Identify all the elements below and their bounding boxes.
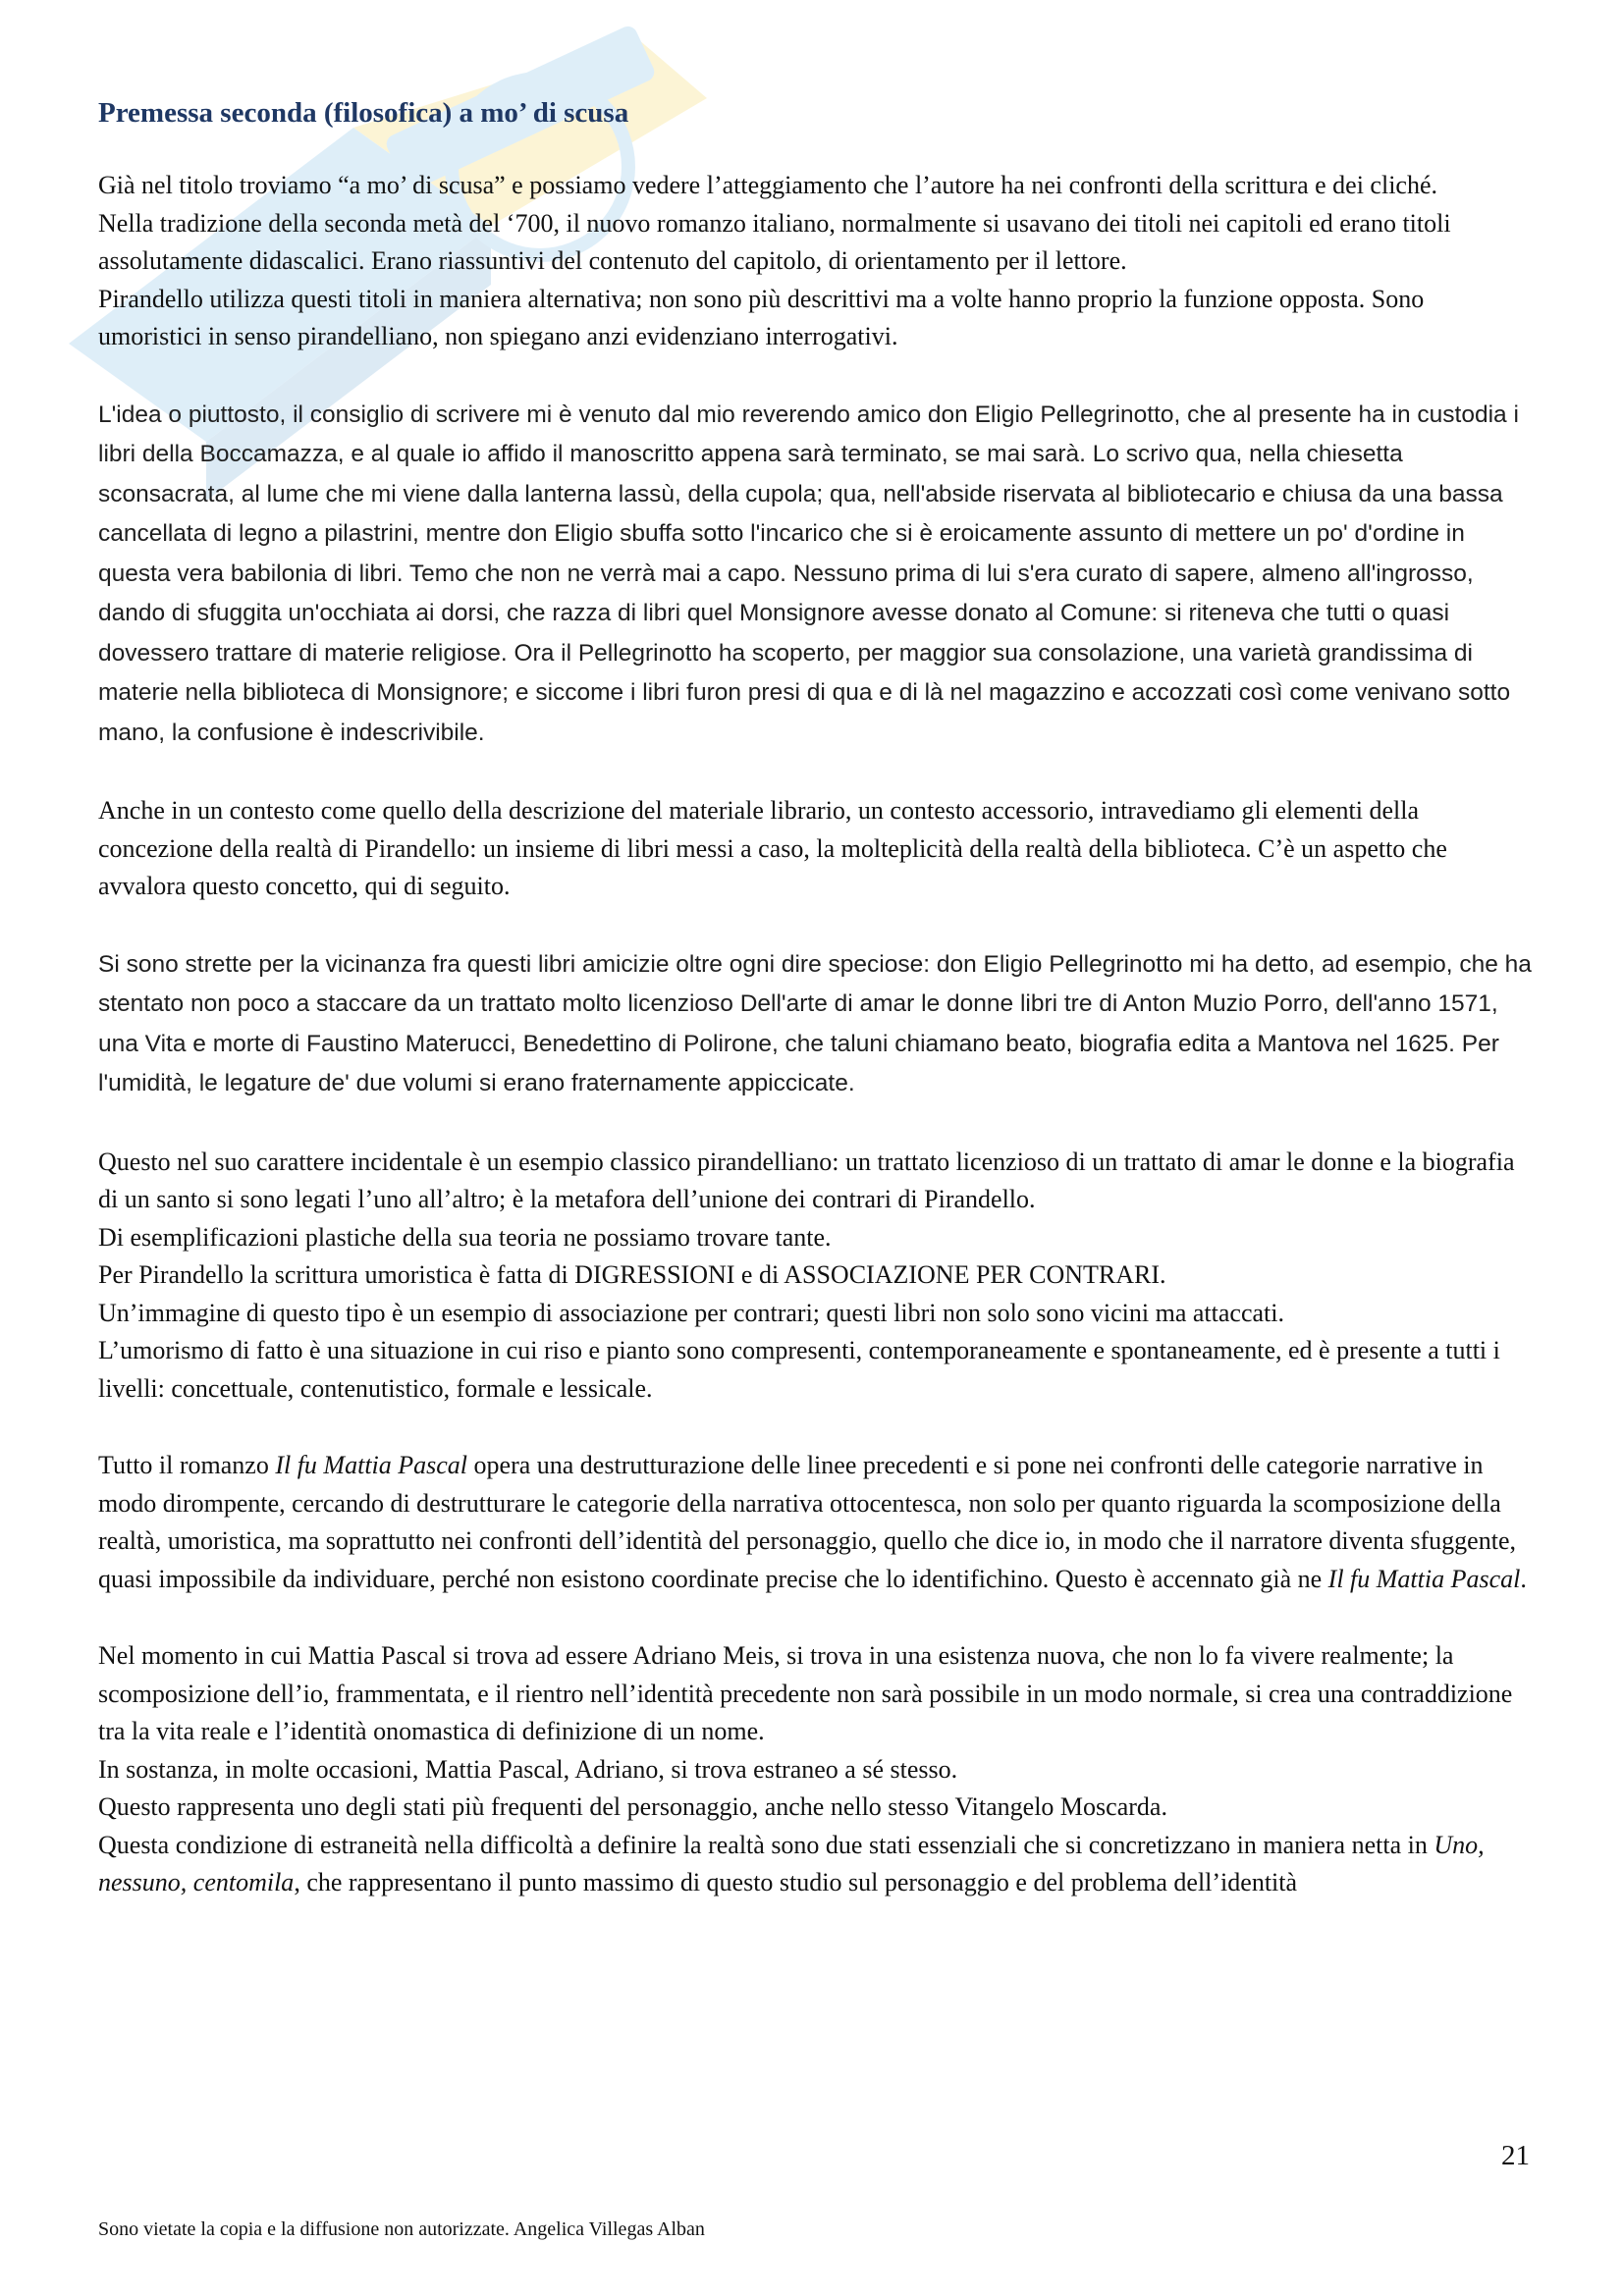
quote-passage: Si sono strette per la vicinanza fra questi libri amicizie oltre ogni dire speciose: don Eligio Pellegrinotto mi ha detto, ad esempio, che ha stentato non poco a staccare da un trattato molto licenzioso Dell'arte di amar le donne libri tre di Anton Muzio Porro, dell'anno 1571, una Vita e morte di Faustino Materucci, Benedettino di Polirone, che taluni chiamano beato, biografia edita a Mantova nel 1625. Per l'umidità, le legature de' due volumi si erano fraternamente appiccicate. [98, 950, 1532, 1096]
paragraph-line: Questo nel suo carattere incidentale è un esempio classico pirandelliano: un trattato licenzioso di un trattato di amar le donne e la biografia di un santo si sono legati l’uno all’altro; è la metafora dell’unione dei contrari di Pirandello. [98, 1147, 1515, 1213]
paragraph-line: L’umorismo di fatto è una situazione in cui riso e pianto sono compresenti, contemporaneamente e spontaneamente, ed è presente a tutti i livelli: concettuale, contenutistico, formale e lessicale. [98, 1336, 1500, 1403]
commentary-paragraph: Anche in un contesto come quello della descrizione del materiale librario, un contesto accessorio, intravediamo gli elementi della concezione della realtà di Pirandello: un insieme di libri messi a caso, la molteplicità della realtà della biblioteca. C’è un aspetto che avvalora questo concetto, qui di seguito. [98, 796, 1447, 900]
paragraph-line: Già nel titolo troviamo “a mo’ di scusa” e possiamo vedere l’atteggiamento che l’autore ha nei confronti della scrittura e dei cliché. [98, 171, 1437, 199]
page-number: 21 [1501, 2140, 1530, 2171]
paragraph-line: Questo rappresenta uno degli stati più frequenti del personaggio, anche nello stesso Vitangelo Moscarda. [98, 1792, 1167, 1821]
paragraph-line: Per Pirandello la scrittura umoristica è fatta di DIGRESSIONI e di ASSOCIAZIONE PER CONTRARI. [98, 1260, 1166, 1289]
paragraph-line: Nel momento in cui Mattia Pascal si trova ad essere Adriano Meis, si trova in una esistenza nuova, che non lo fa vivere realmente; la scomposizione dell’io, frammentata, e il rientro nell’identità precedente non sarà possibile in un modo normale, si crea una contraddizione tra la vita reale e l’identità onomastica di definizione di un nome. [98, 1641, 1513, 1745]
quote-passage: L'idea o piuttosto, il consiglio di scrivere mi è venuto dal mio reverendo amico don Eligio Pellegrinotto, che al presente ha in custodia i libri della Boccamazza, e al quale io affido il manoscritto appena sarà terminato, se mai sarà. Lo scrivo qua, nella chiesetta sconsacrata, al lume che mi viene dalla lanterna lassù, della cupola; qua, nell'abside riservata al bibliotecario e chiusa da una bassa cancellata di legno a pilastrini, mentre don Eligio sbuffa sotto l'incarico che si è eroicamente assunto di mettere un po' d'ordine in questa vera babilonia di libri. Temo che non ne verrà mai a capo. Nessuno prima di lui s'era curato di sapere, almeno all'ingrosso, dando di sfuggita un'occhiata ai dorsi, che razza di libri quel Monsignore avesse donato al Comune: si riteneva che tutti o quasi dovessero trattare di materie religiose. Ora il Pellegrinotto ha scoperto, per maggior sua consolazione, una varietà grandissima di materie nella biblioteca di Monsignore; e siccome i libri furon presi di qua e di là nel magazzino e accozzati così come venivano sotto mano, la confusione è indescrivibile. [98, 400, 1519, 746]
paragraph-line: Questa condizione di estraneità nella difficoltà a definire la realtà sono due stati essenziali che si concretizzano in maniera netta in Uno, nessuno, centomila, che rappresentano il punto massimo di questo studio sul personaggio e del problema dell’identità [98, 1830, 1485, 1896]
paragraph-line: Un’immagine di questo tipo è un esempio di associazione per contrari; questi libri non solo sono vicini ma attaccati. [98, 1298, 1284, 1327]
commentary-paragraph: Tutto il romanzo Il fu Mattia Pascal opera una destrutturazione delle linee precedenti e si pone nei confronti delle categorie narrative in modo dirompente, cercando di destrutturare le categorie della narrativa ottocentesca, non solo per quanto riguarda la scomposizione della realtà, umoristica, ma soprattutto nei confronti dell’identità del personaggio, quello che dice io, in modo che il narratore diventa sfuggente, quasi impossibile da individuare, perché non esistono coordinate precise che lo identifichino. Questo è accennato già ne Il fu Mattia Pascal. [98, 1451, 1527, 1593]
book-title: Il fu Mattia Pascal [275, 1451, 468, 1479]
book-title: Il fu Mattia Pascal [1327, 1564, 1521, 1593]
section-heading: Premessa seconda (filosofica) a mo’ di scusa [98, 97, 629, 129]
paragraph-line: Pirandello utilizza questi titoli in maniera alternativa; non sono più descrittivi ma a volte hanno proprio la funzione opposta. Sono umoristici in senso pirandelliano, non spiegano anzi evidenziano interrogativi. [98, 284, 1425, 350]
footer-notice: Sono vietate la copia e la diffusione non autorizzate. Angelica Villegas Alban [98, 2218, 705, 2240]
paragraph-line: Di esemplificazioni plastiche della sua teoria ne possiamo trovare tante. [98, 1222, 832, 1252]
book-title: Uno, nessuno, centomila [98, 1830, 1485, 1896]
paragraph-line: Nella tradizione della seconda metà del ‘700, il nuovo romanzo italiano, normalmente si usavano dei titoli nei capitoli ed erano titoli assolutamente didascalici. Erano riassuntivi del contenuto del capitolo, di orientamento per il lettore. [98, 208, 1451, 275]
paragraph-line: In sostanza, in molte occasioni, Mattia Pascal, Adriano, si trova estraneo a sé stesso. [98, 1754, 958, 1784]
